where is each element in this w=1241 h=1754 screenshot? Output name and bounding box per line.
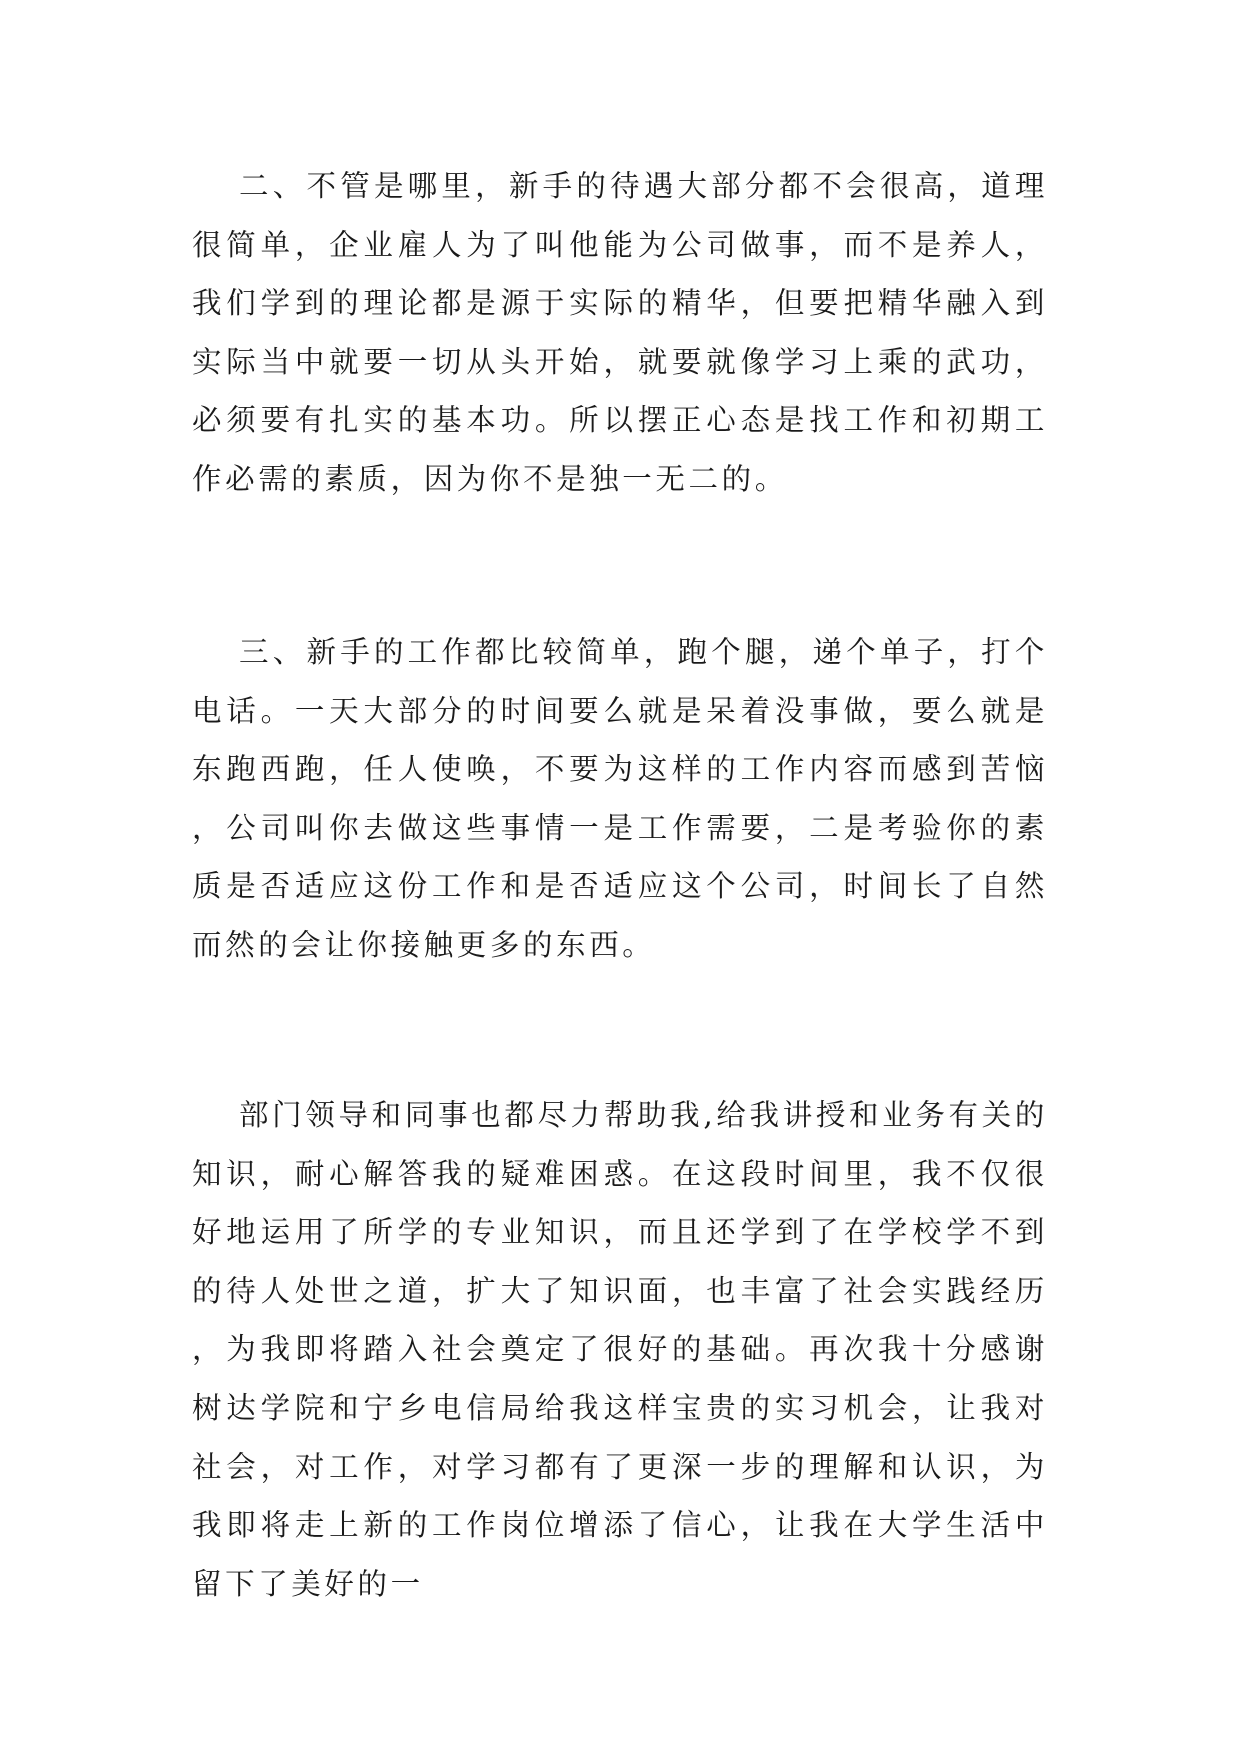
paragraph-newcomer-tasks: 三、新手的工作都比较简单，跑个腿，递个单子，打个电话。一天大部分的时间要么就是呆着没事做，要么就是东跑西跑，任人使唤，不要为这样的工作内容而感到苦恼，公司叫你去做这些事情一是工作需要，二是考验你的素质是否适应这份工作和是否适应这个公司，时间长了自然而然的会让你接触更多的东西。 (192, 635, 1048, 962)
paragraph-gratitude: 部门领导和同事也都尽力帮助我,给我讲授和业务有关的知识，耐心解答我的疑难困惑。在这段时间里，我不仅很好地运用了所学的专业知识，而且还学到了在学校学不到的待人处世之道，扩大了知识面，也丰富了社会实践经历，为我即将踏入社会奠定了很好的基础。再次我十分感谢树达学院和宁乡电信局给我这样宝贵的实习机会，让我对社会，对工作，对学习都有了更深一步的理解和认识，为我即将走上新的工作岗位增添了信心，让我在大学生活中留下了美好的一 (192, 1098, 1048, 1601)
paragraph-hiring-reality: 二、不管是哪里，新手的待遇大部分都不会很高，道理很简单，企业雇人为了叫他能为公司做事，而不是养人，我们学到的理论都是源于实际的精华，但要把精华融入到实际当中就要一切从头开始，就要就像学习上乘的武功，必须要有扎实的基本功。所以摆正心态是找工作和初期工作必需的素质，因为你不是独一无二的。 (192, 169, 1048, 496)
